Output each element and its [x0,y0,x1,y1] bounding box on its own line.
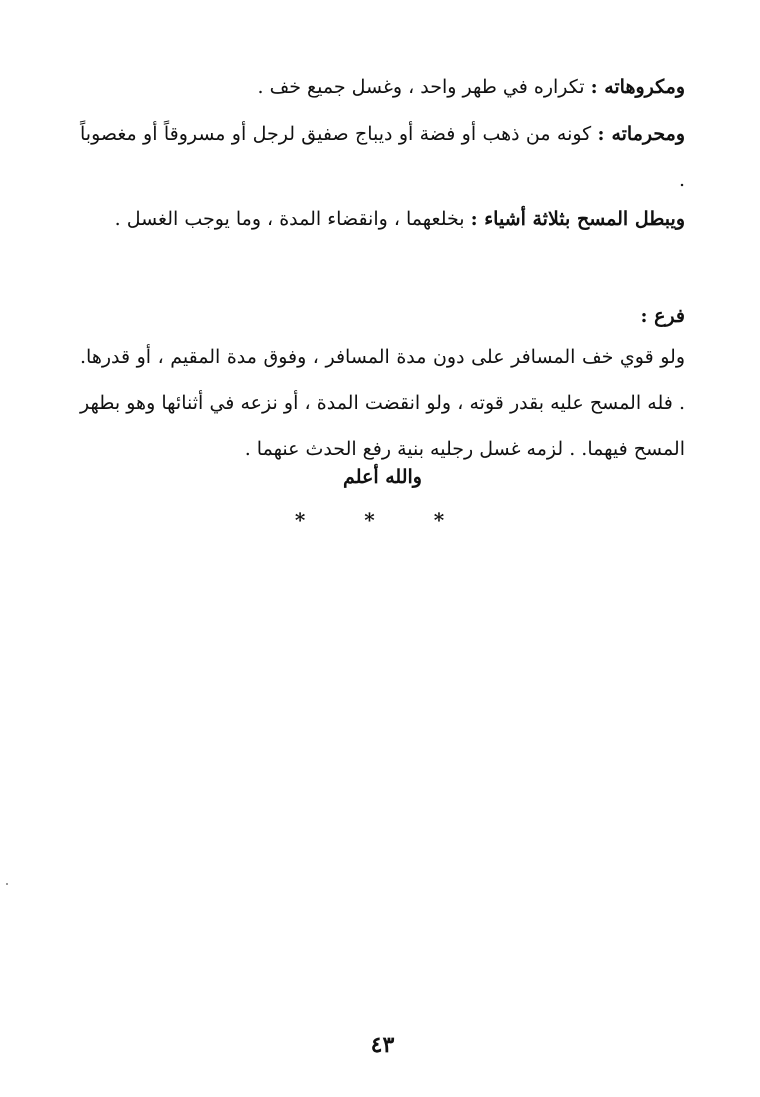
muharramat-label: ومحرماته : [597,123,686,145]
paragraph-makruhat [80,64,685,110]
section-heading-far: فرع : [640,305,685,327]
paragraph-muharramat [80,111,685,203]
closing-phrase: والله أعلم [343,466,422,488]
page-number: ٤٣ [370,1032,395,1058]
paragraph-far: ولو قوي خف المسافر على دون مدة المسافر ، وفوق مدة المقيم ، أو قدرها. . فله المسح عليه بقدر قوته ، ولو انقضت المدة ، أو نزعه في أثنائها وهو بطهر المسح فيهما. . لزمه غسل رجليه بنية رفع الحدث عنهما . [80,346,685,460]
makruhat-label: ومكروهاته : [590,76,685,98]
mubtilat-label: ويبطل المسح بثلاثة أشياء : [470,208,685,230]
paragraph-mubtilat [80,196,685,242]
scan-speck [6,883,8,885]
mubtilat-text: بخلعهما ، وانقضاء المدة ، وما يوجب الغسل . [114,208,471,230]
muharramat-text: كونه من ذهب أو فضة أو ديباج صفيق لرجل أو مسروقاً أو مغصوباً . [80,123,685,191]
makruhat-text: تكراره في طهر واحد ، وغسل جميع خف . [257,76,591,98]
section-divider-stars: * * * [294,508,471,532]
